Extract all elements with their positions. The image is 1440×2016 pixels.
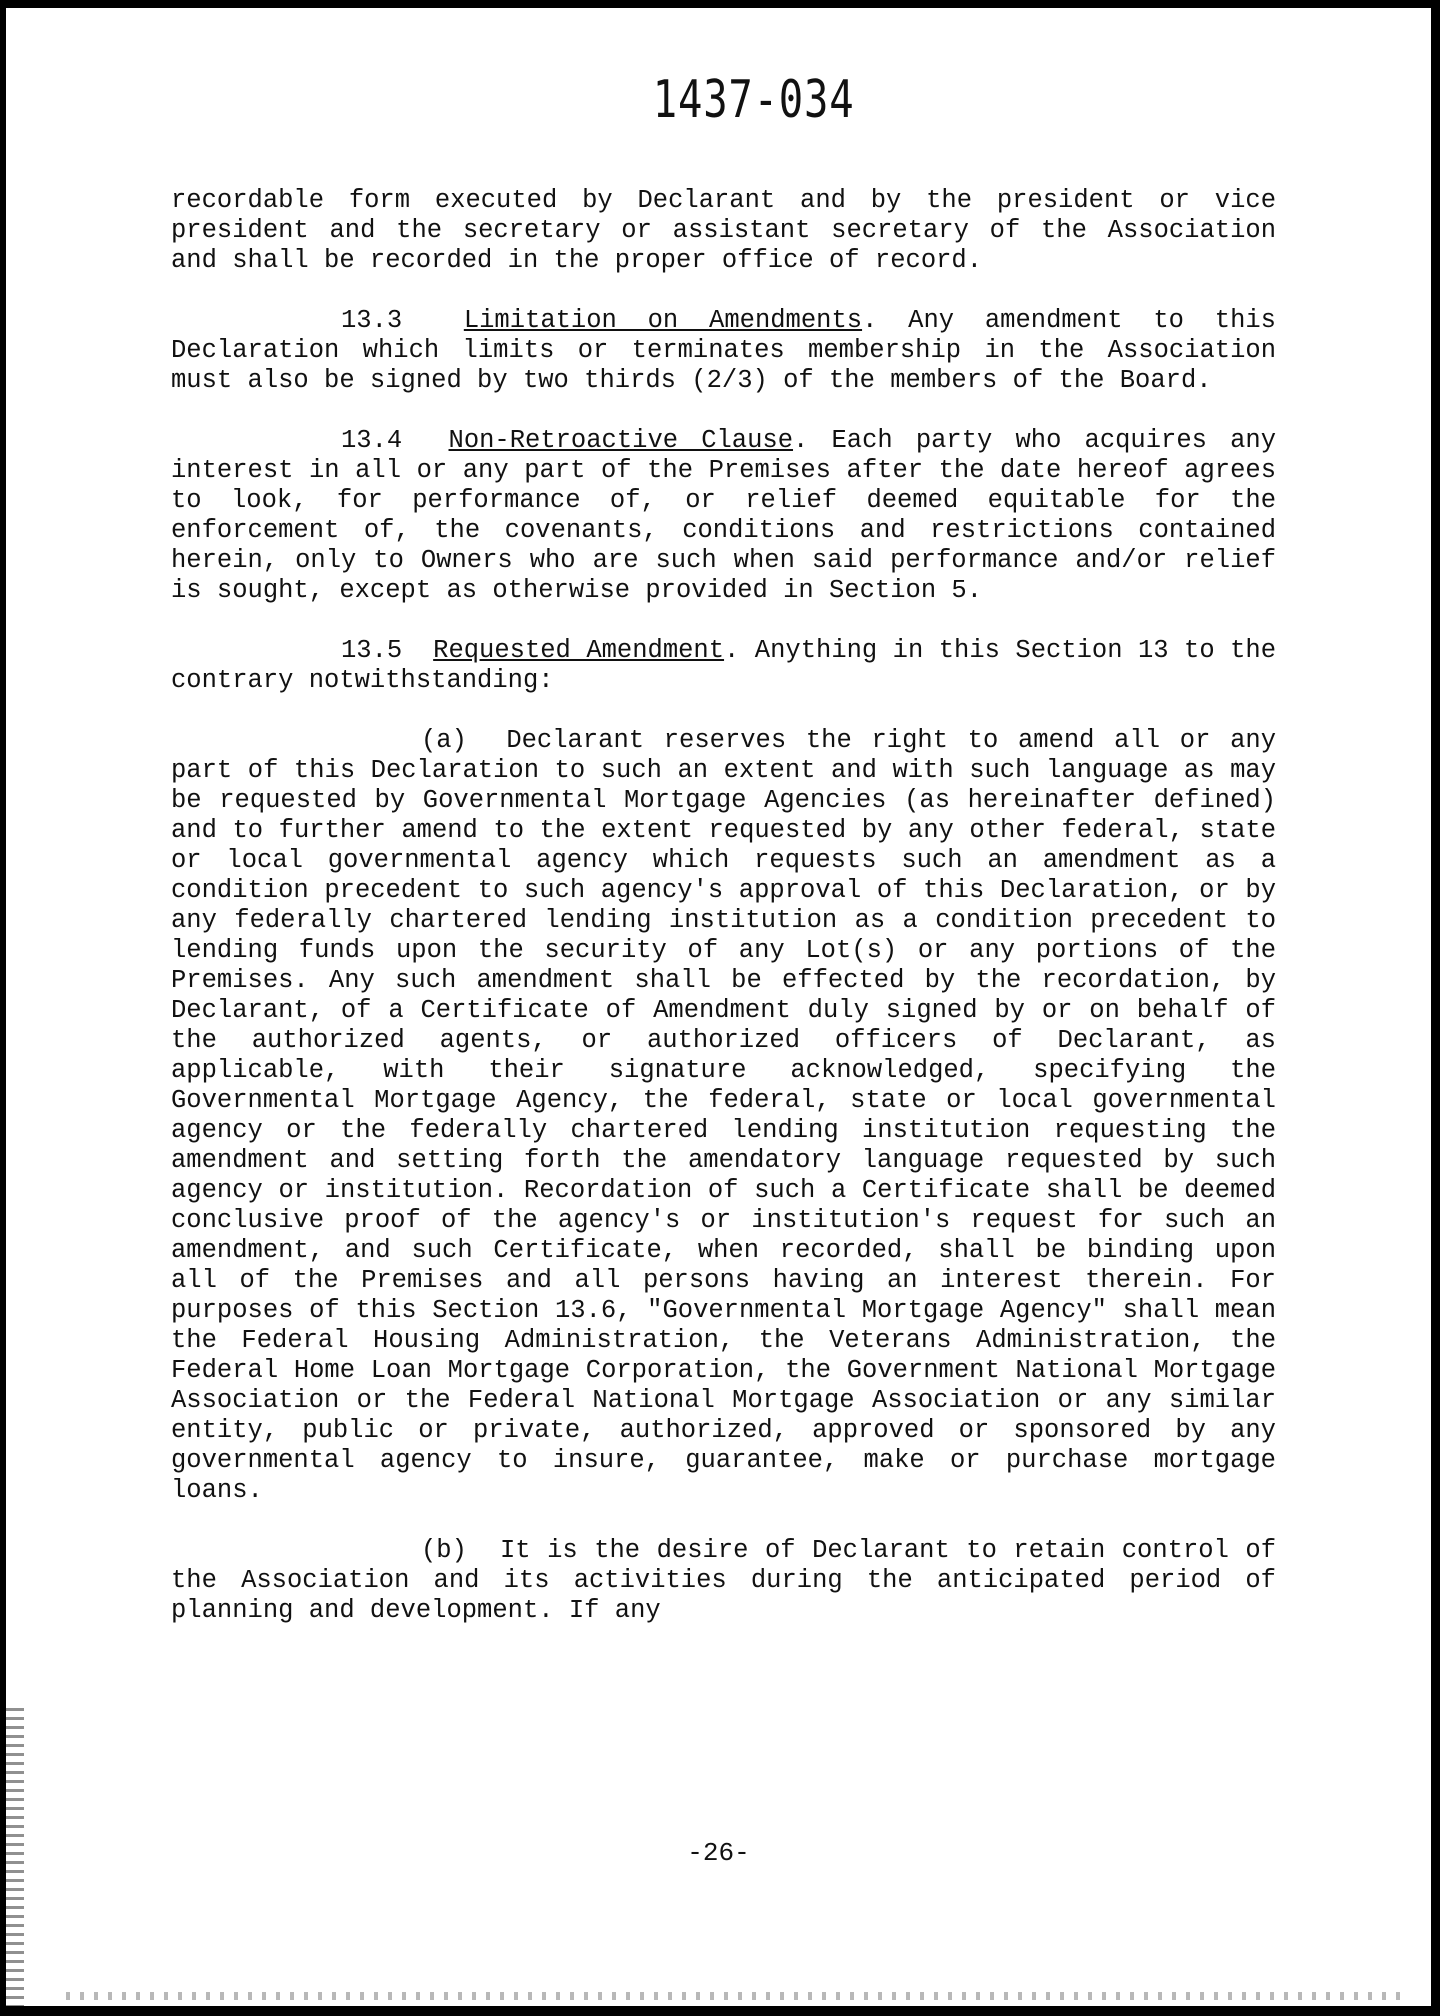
document-page <box>6 8 1431 2006</box>
subsection-b <box>171 1536 1276 1626</box>
intro-paragraph: recordable form executed by Declarant and by the president or vice president and the secretary or assistant secretary of the Association and shall be recorded in the proper office of record. <box>171 186 1276 275</box>
subsection-b-text: It is the desire of Declarant to retain control of the Association and its activities during the anticipated period of planning and development. If any <box>171 1536 1276 1625</box>
section-13-4 <box>171 426 1276 606</box>
section-13-4-text: . Each party who acquires any interest in all or any part of the Premises after the date hereof agrees to look, for performance of, or relief deemed equitable for the enforcement of, the covenants, conditions and restrictions contained herein, only to Owners who are such when said performance and/or relief is sought, except as otherwise provided in Section 5. <box>171 426 1276 605</box>
section-13-5-text: . Anything in this Section 13 to the contrary notwithstanding: <box>171 636 1277 695</box>
section-13-4-number: 13.4 <box>341 426 403 455</box>
subsection-a-label: (a) <box>421 726 467 755</box>
subsection-a <box>171 726 1276 1506</box>
subsection-a-text: Declarant reserves the right to amend all or any part of this Declaration to such an extent and with such language as may be requested by Governmental Mortgage Agencies (as hereinafter defined) and to further amend to the extent requested by any other federal, state or local governmental agency which requests such an amendment as a condition precedent to such agency's approval of this Declaration, or by any federally chartered lending institution as a condition precedent to lending funds upon the security of any Lot(s) or any portions of the Premises. Any such amendment shall be effected by the recordation, by Declarant, of a Certificate of Amendment duly signed by or on behalf of the authorized agents, or authorized officers of Declarant, as applicable, with their signature acknowledged, specifying the Governmental Mortgage Agency, the federal, state or local governmental agency or the federally chartered lending institution requesting the amendment and setting forth the amendatory language requested by such agency or institution. Recordation of such a Certificate shall be deemed conclusive proof of the agency's or institution's request for such an amendment, and such Certificate, when recorded, shall be binding upon all of the Premises and all persons having an interest therein. For purposes of this Section 13.6, "Governmental Mortgage Agency" shall mean the Federal Housing Administration, the Veterans Administration, the Federal Home Loan Mortgage Corporation, the Government National Mortgage Association or the Federal National Mortgage Association or any similar entity, public or private, authorized, approved or sponsored by any governmental agency to insure, guarantee, make or purchase mortgage loans. <box>171 726 1276 1505</box>
document-body <box>171 186 1276 1656</box>
section-13-3-text: . Any amendment to this Declaration which limits or terminates membership in the Association must also be signed by two thirds (2/3) of the members of the Board. <box>171 306 1276 395</box>
section-13-4-title: Non-Retroactive Clause <box>448 426 794 455</box>
section-13-5-title: Requested Amendment <box>433 636 725 665</box>
document-number: 1437-034 <box>652 70 855 130</box>
subsection-b-label: (b) <box>421 1536 467 1565</box>
section-13-3 <box>171 306 1276 396</box>
section-13-3-number: 13.3 <box>341 306 403 335</box>
section-13-5-number: 13.5 <box>341 636 403 665</box>
section-13-3-title: Limitation on Amendments <box>463 306 863 335</box>
scan-bottom-noise <box>66 1992 1406 2000</box>
page-number: -26- <box>687 1838 750 1868</box>
section-13-5 <box>171 636 1276 696</box>
scan-edge-marks <box>6 1708 24 2006</box>
